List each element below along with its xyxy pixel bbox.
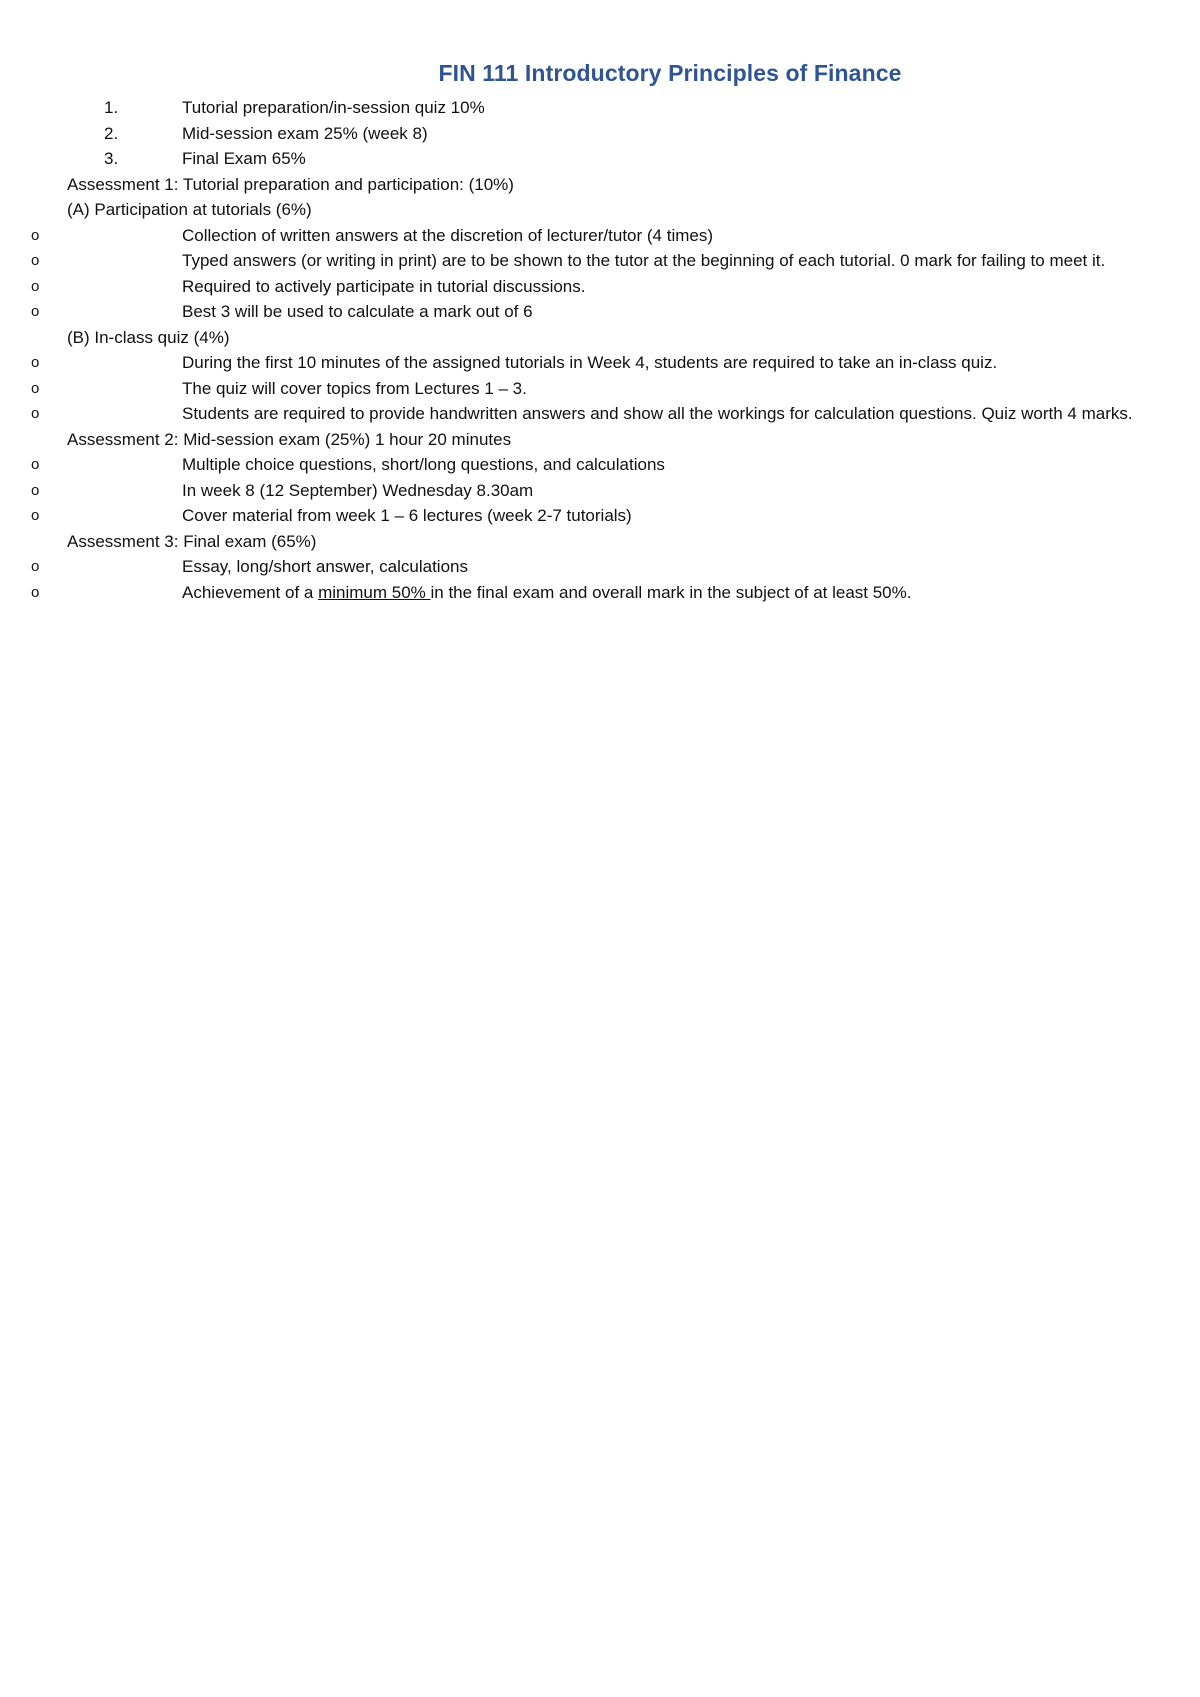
item-text: Mid-session exam 25% (week 8) — [182, 123, 428, 143]
numbered-item — [0, 146, 1200, 172]
item-text: Final Exam 65% — [182, 149, 306, 168]
list-item — [0, 223, 1200, 249]
bullet-icon: o — [31, 379, 40, 397]
list-item — [0, 478, 1200, 504]
text-segment: Achievement of a — [182, 582, 319, 602]
assessment-1-heading: Assessment 1: Tutorial preparation and participation: (10%) — [67, 174, 514, 194]
bullet-text-final-requirement — [0, 580, 1155, 606]
item-number: 2. — [104, 123, 119, 143]
bullet-text: Collection of written answers at the discretion of lecturer/tutor (4 times) — [182, 225, 713, 245]
numbered-item — [0, 95, 1200, 121]
list-item — [0, 503, 1200, 529]
bullet-icon: o — [31, 252, 40, 269]
bullet-text: Required to actively participate in tutorial discussions. — [182, 276, 586, 296]
part-b-heading-row — [0, 325, 1200, 351]
bullet-text: Best 3 will be used to calculate a mark out of 6 — [182, 302, 533, 321]
item-number: 1. — [104, 98, 119, 117]
bullet-text: Students are required to provide handwritten answers and show all the workings for calculation questions. Quiz worth 4 marks. — [182, 404, 1133, 423]
bullet-icon: o — [31, 226, 40, 244]
item-number: 3. — [104, 149, 119, 168]
bullet-icon: o — [31, 456, 40, 473]
document-title: FIN 111 Introductory Principles of Finance — [438, 60, 902, 86]
assessment-2-heading-row — [0, 427, 1200, 453]
assessment-3-heading-row — [0, 529, 1200, 555]
bullet-text: Cover material from week 1 – 6 lectures (week 2-7 tutorials) — [182, 506, 632, 525]
bullet-icon: o — [31, 303, 40, 320]
underlined-requirement: minimum 50% — [318, 582, 431, 602]
numbered-item — [0, 121, 1200, 147]
item-text: Tutorial preparation/in-session quiz 10% — [182, 98, 485, 117]
bullet-text: The quiz will cover topics from Lectures 1 – 3. — [182, 378, 527, 398]
part-b-heading: (B) In-class quiz (4%) — [67, 327, 230, 347]
list-item — [0, 376, 1200, 402]
list-item — [0, 401, 1200, 427]
bullet-text: During the first 10 minutes of the assigned tutorials in Week 4, students are required to take an in-class quiz. — [182, 353, 998, 372]
bullet-text: Essay, long/short answer, calculations — [182, 557, 468, 576]
bullet-text: Multiple choice questions, short/long questions, and calculations — [182, 455, 665, 474]
bullet-icon: o — [31, 583, 40, 601]
bullet-icon: o — [31, 507, 40, 524]
list-item — [0, 452, 1200, 478]
bullet-icon: o — [31, 481, 40, 499]
text-segment: in the final exam and overall mark in the subject of at least 50%. — [430, 582, 912, 602]
document-body — [0, 95, 1200, 605]
list-item — [0, 248, 1200, 274]
list-item — [0, 554, 1200, 580]
list-item — [0, 299, 1200, 325]
list-item — [0, 274, 1200, 300]
bullet-text: In week 8 (12 September) Wednesday 8.30am — [182, 480, 534, 500]
list-item — [0, 350, 1200, 376]
assessment-3-heading: Assessment 3: Final exam (65%) — [67, 531, 317, 551]
part-a-heading-row — [0, 197, 1200, 223]
bullet-icon: o — [31, 405, 40, 422]
assessment-1-heading-row — [0, 172, 1200, 198]
bullet-icon: o — [31, 354, 40, 371]
bullet-text: Typed answers (or writing in print) are to be shown to the tutor at the beginning of each tutorial. 0 mark for failing to meet it. — [182, 251, 1106, 270]
bullet-icon: o — [31, 277, 40, 295]
assessment-2-heading: Assessment 2: Mid-session exam (25%) 1 hour 20 minutes — [67, 429, 512, 449]
list-item — [0, 580, 1200, 606]
part-a-heading: (A) Participation at tutorials (6%) — [67, 200, 312, 219]
bullet-icon: o — [31, 558, 40, 575]
